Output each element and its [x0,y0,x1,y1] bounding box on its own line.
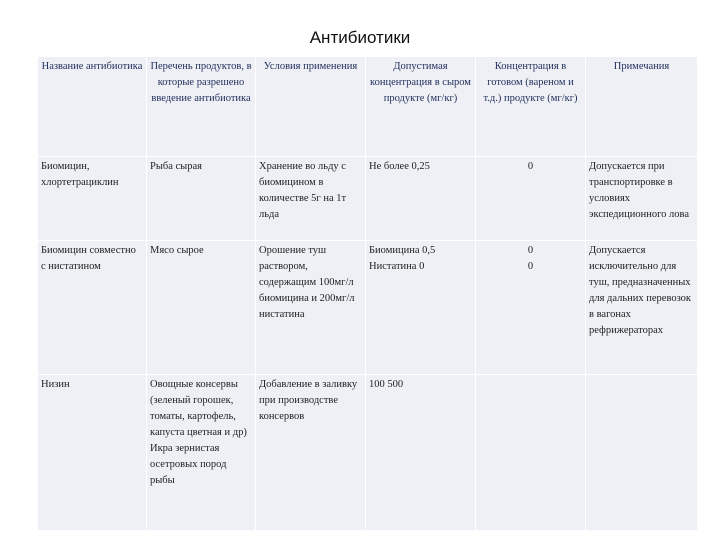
cell-antibiotic-name: Биомицин, хлортетрациклин [38,157,147,241]
header-product-list: Перечень продуктов, в которые разрешено введение антибиотика [147,57,256,157]
cell-products: Овощные консервы (зеленый горошек, томаты, картофель, капуста цветная и др) Икра зернистая осетровых пород рыбы [147,375,256,531]
cell-raw-concentration: 100 500 [366,375,476,531]
cell-antibiotic-name: Низин [38,375,147,531]
table-row [38,157,698,241]
antibiotics-table [37,56,698,531]
table-row [38,375,698,531]
header-cooked-concentration: Концентрация в готовом (вареном и т.д.) продукте (мг/кг) [476,57,586,157]
cooked-concentration-value: 0 [527,245,534,256]
cell-cooked-concentration [476,241,586,375]
table-row [38,241,698,375]
cell-cooked-concentration [476,375,586,531]
cell-notes: Допускается исключительно для туш, предназначенных для дальних перевозок в вагонах рефрижераторах [586,241,698,375]
cell-notes: Допускается при транспортировке в условиях экспедиционного лова [586,157,698,241]
cell-conditions: Хранение во льду с биомицином в количестве 5г на 1т льда [256,157,366,241]
cell-raw-concentration: Не более 0,25 [366,157,476,241]
cell-products: Рыба сырая [147,157,256,241]
page-title: Антибиотики [309,28,411,47]
table-header-row [38,57,698,157]
cell-products: Мясо сырое [147,241,256,375]
cooked-concentration-value: 0 [527,161,534,172]
cell-raw-concentration: Биомицина 0,5 Нистатина 0 [366,241,476,375]
cell-conditions: Добавление в заливку при производстве консервов [256,375,366,531]
cell-conditions: Орошение туш раствором, содержащим 100мг/л биомицина и 200мг/л нистатина [256,241,366,375]
header-raw-concentration: Допустимая концентрация в сыром продукте (мг/кг) [366,57,476,157]
cell-notes [586,375,698,531]
cell-antibiotic-name: Биомицин совместно с нистатином [38,241,147,375]
header-notes: Примечания [586,57,698,157]
header-conditions: Условия применения [256,57,366,157]
cooked-concentration-value: 0 [527,261,534,272]
cell-cooked-concentration [476,157,586,241]
header-antibiotic-name: Название антибиотика [38,57,147,157]
